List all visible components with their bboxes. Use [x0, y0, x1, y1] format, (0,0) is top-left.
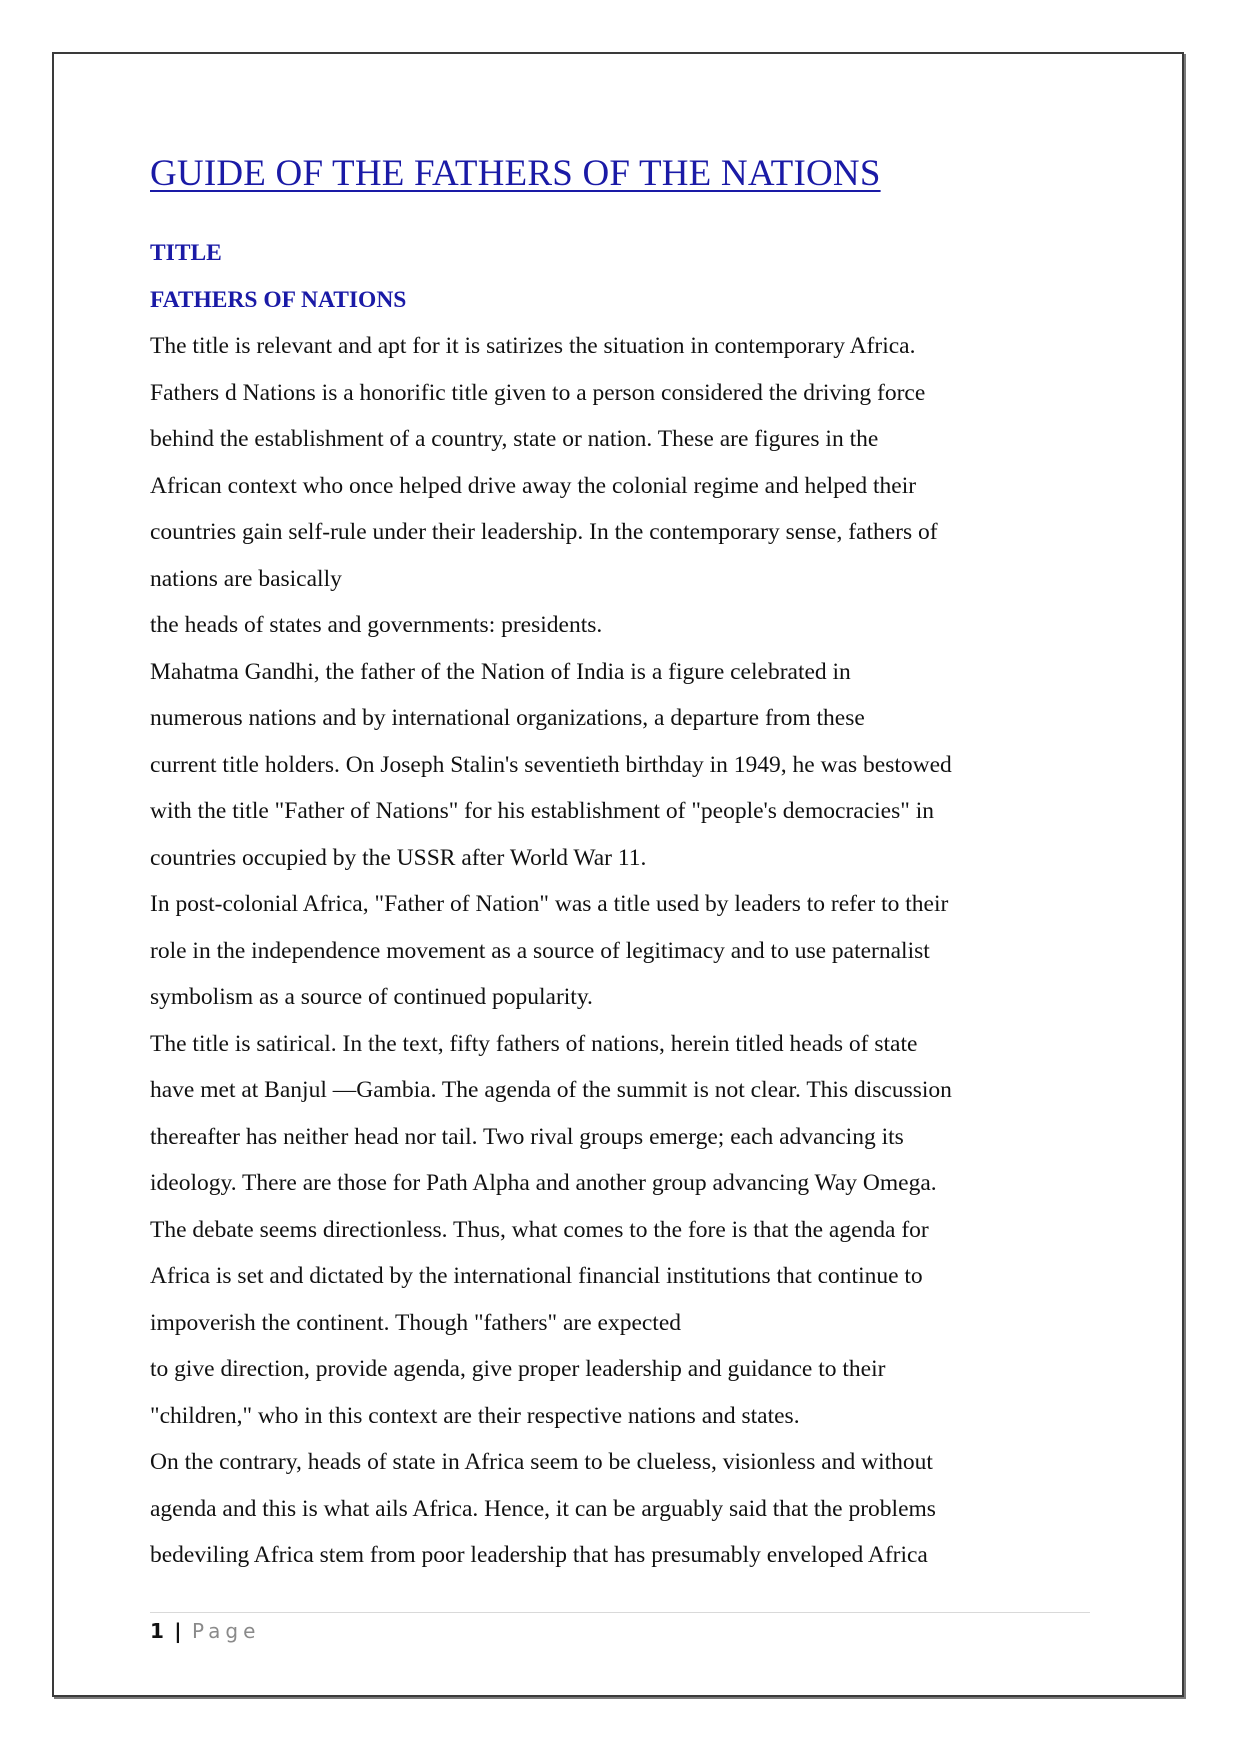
- body-line: role in the independence movement as a source of legitimacy and to use paternalist: [150, 937, 930, 964]
- body-line: thereafter has neither head nor tail. Two rival groups emerge; each advancing its: [150, 1123, 904, 1150]
- page-separator: |: [174, 1619, 182, 1643]
- body-line: ideology. There are those for Path Alpha and another group advancing Way Omega.: [150, 1170, 937, 1196]
- body-line: have met at Banjul —Gambia. The agenda of the summit is not clear. This discussion: [150, 1077, 952, 1103]
- body-line: with the title "Father of Nations" for his establishment of "people's democracies" in: [150, 798, 934, 824]
- body-line: On the contrary, heads of state in Africa seem to be clueless, visionless and without: [150, 1449, 933, 1475]
- body-line: nations are basically: [150, 565, 342, 592]
- body-line: bedeviling Africa stem from poor leadership that has presumably enveloped Africa: [150, 1542, 928, 1568]
- subheading-fathers-of-nations: FATHERS OF NATIONS: [150, 286, 407, 313]
- body-line: countries gain self-rule under their leadership. In the contemporary sense, fathers of: [150, 519, 938, 545]
- body-line: The title is relevant and apt for it is satirizes the situation in contemporary Africa.: [150, 333, 916, 359]
- body-line: In post-colonial Africa, "Father of Nation" was a title used by leaders to refer to their: [150, 891, 949, 917]
- body-line: countries occupied by the USSR after World War 11.: [150, 844, 647, 871]
- body-line: current title holders. On Joseph Stalin's seventieth birthday in 1949, he was bestowed: [150, 751, 952, 778]
- body-line: Africa is set and dictated by the international financial institutions that continue to: [150, 1263, 923, 1289]
- body-line: numerous nations and by international organizations, a departure from these: [150, 705, 865, 731]
- page-footer: [150, 1612, 1090, 1643]
- body-line: Mahatma Gandhi, the father of the Nation of India is a figure celebrated in: [150, 658, 851, 685]
- subheading-title: TITLE: [150, 240, 222, 266]
- body-line: agenda and this is what ails Africa. Hence, it can be arguably said that the problems: [150, 1495, 936, 1522]
- body-line: symbolism as a source of continued popularity.: [150, 984, 593, 1010]
- document-title: GUIDE OF THE FATHERS OF THE NATIONS: [150, 153, 881, 194]
- document-body: [150, 150, 1090, 1579]
- page-label: Page: [191, 1619, 261, 1643]
- body-line: "children," who in this context are their respective nations and states.: [150, 1402, 800, 1429]
- body-line: to give direction, provide agenda, give proper leadership and guidance to their: [150, 1356, 886, 1382]
- body-line: The debate seems directionless. Thus, what comes to the fore is that the agenda for: [150, 1216, 929, 1243]
- body-line: behind the establishment of a country, state or nation. These are figures in the: [150, 426, 879, 452]
- body-line: African context who once helped drive away the colonial regime and helped their: [150, 472, 917, 499]
- body-line: impoverish the continent. Though "fathers" are expected: [150, 1309, 682, 1336]
- body-text: [150, 323, 1090, 1579]
- body-line: Fathers d Nations is a honorific title given to a person considered the driving force: [150, 379, 926, 406]
- page-number: 1: [150, 1619, 164, 1643]
- body-line: The title is satirical. In the text, fifty fathers of nations, herein titled heads of state: [150, 1030, 918, 1057]
- body-line: the heads of states and governments: presidents.: [150, 612, 603, 638]
